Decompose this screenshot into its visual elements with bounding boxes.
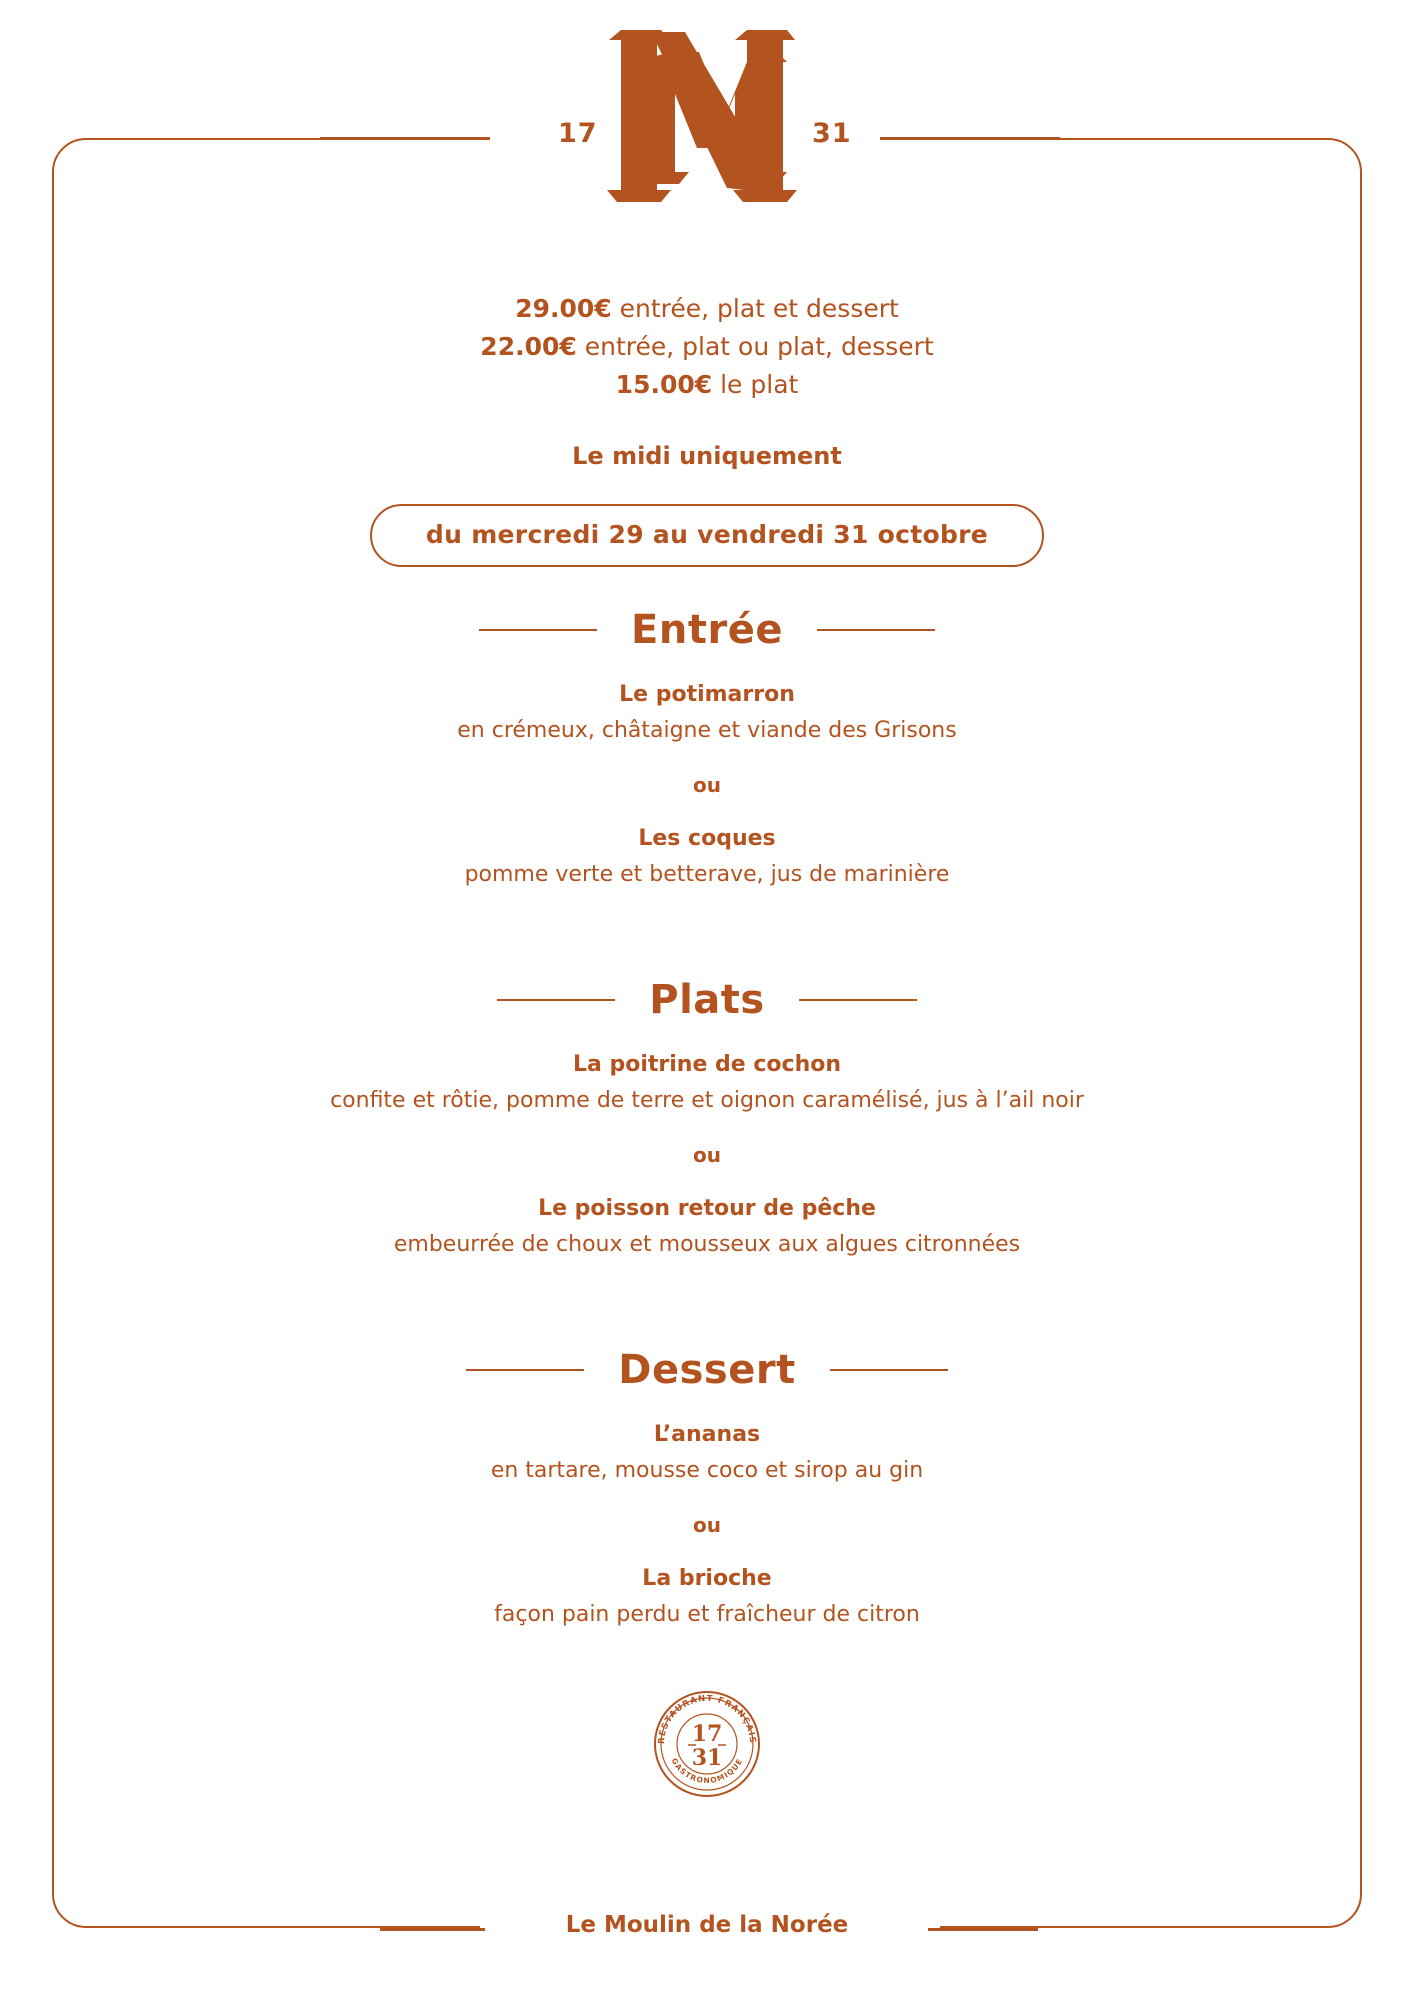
price-row bbox=[52, 366, 1362, 404]
dish-description: pomme verte et betterave, jus de marinière bbox=[464, 862, 950, 887]
restaurant-name: Le Moulin de la Norée bbox=[565, 1912, 849, 1938]
heading-rule-left bbox=[497, 999, 615, 1002]
choice-separator: ou bbox=[693, 1513, 721, 1537]
heading-rule-right bbox=[830, 1369, 948, 1372]
price-list bbox=[52, 290, 1362, 404]
price-row bbox=[52, 290, 1362, 328]
dish-name: Les coques bbox=[638, 826, 776, 851]
section-heading-entree bbox=[52, 607, 1362, 653]
dish-name: Le poisson retour de pêche bbox=[538, 1196, 876, 1221]
menu-content bbox=[52, 290, 1362, 1809]
stamp-top-text: RESTAURANT FRANÇAIS bbox=[656, 1693, 758, 1745]
choice-separator: ou bbox=[693, 773, 721, 797]
heading-rule-left bbox=[479, 629, 597, 632]
price-amount: 29.00€ bbox=[515, 294, 612, 323]
price-text: entrée, plat et dessert bbox=[611, 294, 899, 323]
dish-description: en crémeux, châtaigne et viande des Grisons bbox=[457, 718, 957, 743]
crest-year-right: 31 bbox=[812, 118, 852, 149]
price-text: le plat bbox=[712, 370, 799, 399]
heading-rule-right bbox=[799, 999, 917, 1002]
availability-note: Le midi uniquement bbox=[572, 442, 842, 470]
restaurant-crest bbox=[0, 10, 1414, 240]
section-heading-plats bbox=[52, 977, 1362, 1023]
footer-stamp-wrap bbox=[52, 1679, 1362, 1809]
section-heading-dessert bbox=[52, 1347, 1362, 1393]
round-stamp-icon bbox=[642, 1679, 772, 1809]
dish-name: La brioche bbox=[642, 1566, 772, 1591]
section-title: Plats bbox=[649, 977, 765, 1023]
footer-rule-right bbox=[928, 1928, 1038, 1931]
stamp-year-bottom: 31 bbox=[691, 1745, 723, 1771]
stamp-bottom-text: GASTRONOMIQUE bbox=[669, 1756, 745, 1786]
dish-description: façon pain perdu et fraîcheur de citron bbox=[494, 1602, 920, 1627]
dish-name: L’ananas bbox=[653, 1422, 761, 1447]
monogram-icon bbox=[577, 10, 837, 240]
dish-item bbox=[52, 679, 1362, 747]
dish-item bbox=[52, 1419, 1362, 1487]
stamp-year-top: 17 bbox=[691, 1721, 723, 1747]
price-amount: 22.00€ bbox=[480, 332, 577, 361]
dish-item bbox=[52, 1563, 1362, 1631]
section-title: Entrée bbox=[631, 607, 783, 653]
dish-description: en tartare, mousse coco et sirop au gin bbox=[490, 1458, 924, 1483]
dish-description: embeurrée de choux et mousseux aux algues citronnées bbox=[393, 1232, 1021, 1257]
dish-description: confite et rôtie, pomme de terre et oignon caramélisé, jus à l’ail noir bbox=[330, 1088, 1084, 1113]
crest-year-left: 17 bbox=[558, 118, 598, 149]
date-badge-wrap bbox=[52, 504, 1362, 567]
dish-item bbox=[52, 823, 1362, 891]
dish-item bbox=[52, 1049, 1362, 1117]
dish-name: Le potimarron bbox=[619, 682, 795, 707]
price-amount: 15.00€ bbox=[615, 370, 713, 399]
section-title: Dessert bbox=[618, 1347, 796, 1393]
price-row bbox=[52, 328, 1362, 366]
dish-item bbox=[52, 1193, 1362, 1261]
choice-separator: ou bbox=[693, 1143, 721, 1167]
price-text: entrée, plat ou plat, dessert bbox=[576, 332, 934, 361]
dish-name: La poitrine de cochon bbox=[572, 1052, 842, 1077]
date-range-badge: du mercredi 29 au vendredi 31 octobre bbox=[370, 504, 1044, 567]
heading-rule-left bbox=[466, 1369, 584, 1372]
heading-rule-right bbox=[817, 629, 935, 632]
